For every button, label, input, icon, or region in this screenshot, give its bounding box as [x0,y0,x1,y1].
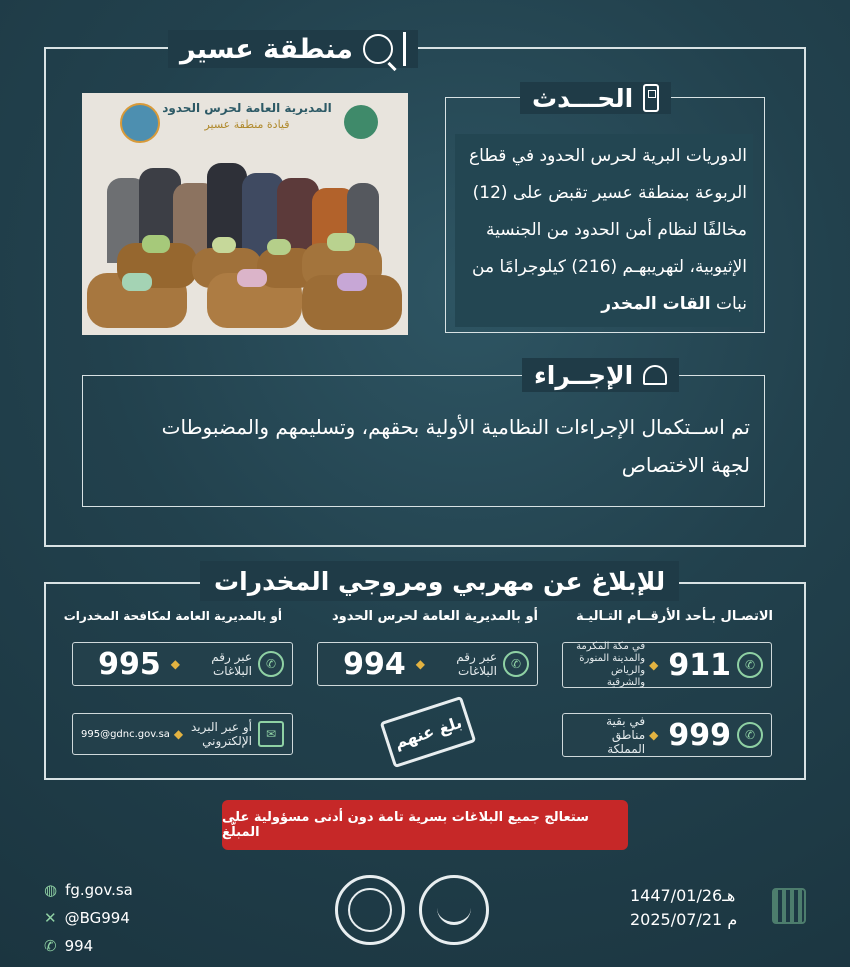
footer-links [44,876,204,960]
report-title-text: للإبلاغ عن مهربي ومروجي المخدرات [214,566,666,596]
event-line-3: مخالفًا لنظام أمن الحدود من الجنسية [485,220,747,240]
phone-icon: ✆ [737,722,763,748]
stamp-text: بلغ عنهم [391,712,465,752]
col1-header: الاتصـال بـأحد الأرقــام التـاليـة [575,609,773,624]
photo-banner-sub: قيادة منطقة عسير [204,118,290,131]
action-line-1: تم اســتكمال الإجراءات النظامية الأولية بحقهم، وتسليمهم والمضبوطات [161,415,750,439]
ministry-interior-emblem-icon [419,875,489,945]
col3-header: أو بالمديرية العامة لمكافحة المخدرات [63,609,282,623]
label-994: عبر رقم البلاغات [456,650,497,678]
event-line-2: الربوعة بمنطقة عسير تقبض على (12) [472,183,747,203]
region-header [168,30,418,68]
event-text [455,134,753,327]
globe-icon: ◍ [44,881,58,899]
radio-icon [643,84,659,112]
number-994: 994 [343,646,406,682]
arrow-icon: ◆ [170,657,180,671]
email-button[interactable] [72,713,293,755]
arrow-icon: ◆ [173,727,184,741]
twitter-link[interactable] [44,904,204,932]
seizure-photo [82,93,408,335]
map-magnifier-icon [363,34,393,64]
action-text [95,408,750,484]
arrow-icon: ◆ [649,728,659,742]
phone-text: 994 [64,937,94,955]
label-999: في بقية مناطق المملكة [606,714,646,756]
website-link[interactable] [44,876,204,904]
region-title: منطقة عسير [180,33,353,65]
phone-icon: ✆ [258,651,284,677]
call-995-button[interactable] [72,642,293,686]
call-994-button[interactable] [317,642,538,686]
action-header [522,358,679,392]
calendar-icon [772,888,806,924]
twitter-text: @BG994 [64,909,130,927]
call-911-button[interactable] [562,642,772,688]
guard-emblem-icon [120,103,160,143]
email-address: 995@gdnc.gov.sa [81,728,170,740]
event-line-5 [461,286,747,323]
email-label: أو عبر البريد الإلكتروني [190,720,252,748]
hijri-date: 1447/01/26هـ [630,886,736,905]
report-title [200,561,679,601]
phone-link[interactable] [44,932,204,960]
website-text: fg.gov.sa [65,881,133,899]
number-999: 999 [668,717,731,753]
label-911: في مكة المكرمة والمدينة المنورة والرياض والشرقية [576,641,646,688]
event-line-1: الدوريات البرية لحرس الحدود في قطاع [469,146,747,166]
confidentiality-notice [222,800,628,850]
number-911: 911 [668,647,731,683]
label-995: عبر رقم البلاغات [211,650,252,678]
photo-banner-title: المديرية العامة لحرس الحدود [162,101,332,115]
arrow-icon: ◆ [649,658,659,672]
event-line-4: الإثيوبية، لتهريبهـم (216) كيلوجرامًا من [472,257,747,277]
call-999-button[interactable] [562,713,772,757]
sacks [82,243,408,335]
phone-icon: ✆ [44,937,57,955]
event-heading: الحـــدث [532,83,634,113]
divider-bar [403,32,406,66]
event-header [520,82,671,114]
phone-icon: ✆ [737,652,763,678]
number-995: 995 [98,646,161,682]
mail-icon: ✉ [258,721,284,747]
col2-header: أو بالمديرية العامة لحرس الحدود [332,609,538,624]
event-line-5-bold: القات المخدر [601,294,711,314]
phone-icon: ✆ [503,651,529,677]
alarm-light-icon [643,365,667,385]
dates [630,884,770,932]
border-guard-emblem-icon [335,875,405,945]
event-line-5-prefix: نبات [710,294,747,314]
action-heading: الإجــراء [534,360,634,390]
gregorian-date: 2025/07/21 م [630,910,738,929]
notice-text: ستعالج جميع البلاغات بسرية تامة دون أدنى مسؤولية على المبلّغ [222,810,589,840]
action-line-2: لجهة الاختصاص [621,453,750,477]
ministry-emblem-icon [344,105,378,139]
x-logo-icon: ✕ [44,909,57,927]
arrow-icon: ◆ [415,657,425,671]
